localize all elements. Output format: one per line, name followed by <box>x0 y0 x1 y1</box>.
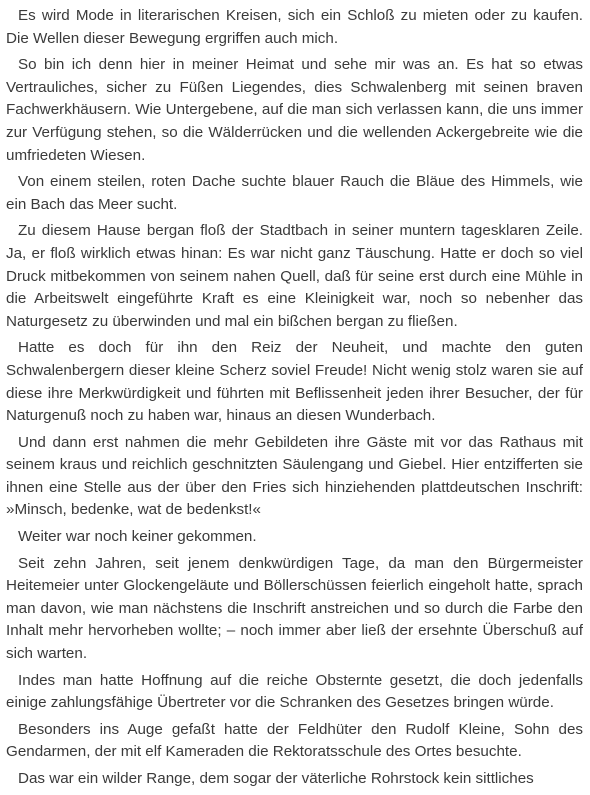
paragraph-6: Und dann erst nahmen die mehr Gebildeten ihre Gäste mit vor das Rathaus mit seinem kraus und reichlich geschnitzten Säulengang und Giebel. Hier entzifferten sie ihnen eine Stelle aus der über den Fries sich hinziehenden plattdeutschen Inschrift: »Minsch, bedenke, wat de bedenkst!« <box>6 433 583 519</box>
paragraph-7: Weiter war noch keiner gekommen. <box>18 528 257 546</box>
body-text <box>6 5 583 795</box>
paragraph-5: Hatte es doch für ihn den Reiz der Neuheit, und machte den guten Schwalenbergern dieser kleine Scherz soviel Freude! Nicht wenig stolz waren sie auf diese ihre Merkwürdigkeit und führten mit Beflissenheit jeden ihrer Besucher, der für Naturgenuß noch zu haben war, hinaus an diesen Wunderbach. <box>6 339 583 425</box>
paragraph-4: Zu diesem Hause bergan floß der Stadtbach in seiner muntern tagesklaren Zeile. Ja, er floß wirklich etwas hinan: Es war nicht ganz Täuschung. Hatte er doch so viel Druck mitbekommen von seinem nahen Quell, daß für seine erst durch eine Mühle in die Arbeitswelt eingeführte Kraft es eine Kleinigkeit war, noch so nebenher das Naturgesetz zu überwinden und mal ein bißchen bergan zu fließen. <box>6 222 583 330</box>
paragraph-3: Von einem steilen, roten Dache suchte blauer Rauch die Bläue des Himmels, wie ein Bach das Meer sucht. <box>6 173 583 213</box>
paragraph-11: Das war ein wilder Range, dem sogar der väterliche Rohrstock kein sittliches <box>18 770 534 787</box>
paragraph-10: Besonders ins Auge gefaßt hatte der Feldhüter den Rudolf Kleine, Sohn des Gendarmen, der mit elf Kameraden die Rektoratsschule des Ortes besuchte. <box>6 720 583 761</box>
paragraph-8: Seit zehn Jahren, seit jenem denkwürdigen Tage, da man den Bürgermeister Heitemeier unter Glockengeläute und Böllerschüssen feierlich eingeholt hatte, sprach man davon, wie man nächstens die Inschrift anstreichen und so durch die Farbe den Inhalt mehr hervorheben wollte; – noch immer aber ließ der ersehnte Überschuß auf sich warten. <box>6 554 583 663</box>
paragraph-2: So bin ich denn hier in meiner Heimat und sehe mir was an. Es hat so etwas Vertrauliches, sicher zu Füßen Liegendes, dies Schwalenberg mit seinen braven Fachwerkhäusern. Wie Untergebene, auf die man sich verlassen kann, die uns immer zur Verfügung stehen, so die Wälderrücken und die wellenden Ackergebreite wie die umfriedeten Wiesen. <box>6 56 583 164</box>
paragraph-9: Indes man hatte Hoffnung auf die reiche Obsternte gesetzt, die doch jedenfalls einige zahlungsfähige Übertreter vor die Schranken des Gesetzes bringen würde. <box>6 671 583 712</box>
paragraph-1: Es wird Mode in literarischen Kreisen, sich ein Schloß zu mieten oder zu kaufen. Die Wellen dieser Bewegung ergriffen auch mich. <box>6 7 583 47</box>
